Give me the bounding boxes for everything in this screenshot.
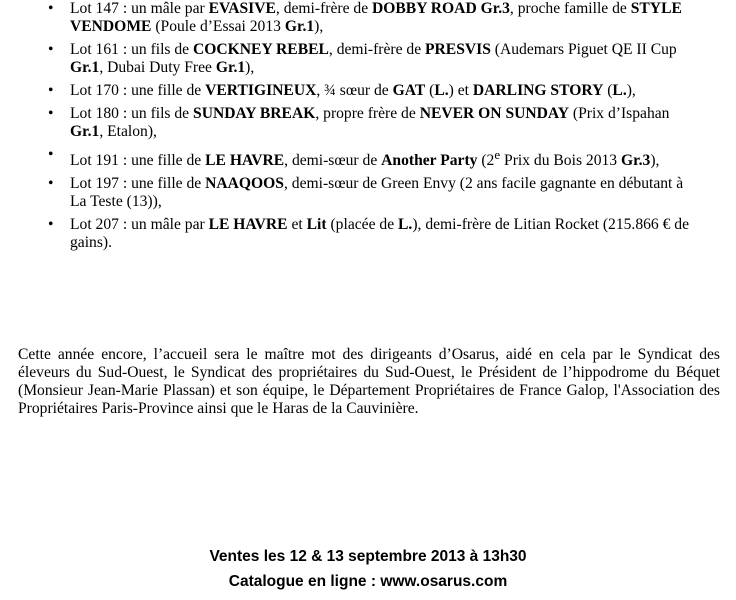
text: (Poule d’Essai 2013: [151, 18, 285, 35]
text: Lot 170 : une fille de: [70, 82, 206, 99]
lot-item-180: [48, 105, 698, 141]
text: (2: [477, 152, 495, 170]
sire-name: EVASIVE: [208, 0, 276, 17]
text: Lot 161 : un fils de: [70, 41, 194, 58]
text: Lot 191 : une fille de: [70, 152, 206, 170]
relative-name: STYLE VENDOME: [70, 0, 682, 35]
bullet: •: [48, 216, 54, 234]
text: Lot 147 : un mâle par: [70, 0, 209, 17]
text: ), demi-frère de Litian Rocket (215.866 € de gains).: [70, 216, 690, 252]
sire-name: NAAQOOS: [205, 175, 284, 193]
text: (Prix d’Ispahan: [569, 105, 670, 122]
text: (placée de: [326, 216, 399, 234]
bullet: •: [48, 146, 54, 163]
catalogue-link[interactable]: Catalogue en ligne : www.osarus.com: [228, 573, 508, 590]
text: ),: [626, 82, 636, 99]
grade: Gr.1: [215, 59, 246, 76]
ordinal-suffix: e: [494, 147, 501, 162]
grade: L.: [434, 82, 449, 99]
lot-item-207: [48, 216, 698, 252]
sire-name: VERTIGINEUX: [205, 82, 317, 99]
text: , Dubai Duty Free: [99, 59, 216, 76]
relative-name: DARLING STORY: [472, 82, 604, 99]
grade: Gr.1: [284, 18, 315, 35]
lot-item-197: [48, 175, 698, 211]
text: , demi-frère de: [275, 0, 373, 17]
text: Lot 197 : une fille de: [70, 175, 206, 193]
lot-item-170: [48, 82, 698, 100]
text: , Etalon),: [99, 123, 157, 140]
text: , demi-sœur de: [284, 152, 382, 170]
text: ),: [314, 18, 324, 35]
grade: L.: [398, 216, 413, 234]
sire-name: SUNDAY BREAK: [193, 105, 316, 122]
relative-name: DOBBY ROAD Gr.3: [372, 0, 510, 17]
text: Lot 207 : un mâle par: [70, 216, 209, 234]
bullet: •: [48, 0, 54, 17]
lot-item-191: [48, 146, 698, 170]
bullet: •: [48, 82, 54, 99]
dam-name: Lit: [306, 216, 327, 234]
text: ),: [245, 59, 255, 76]
sire-name: COCKNEY REBEL: [193, 41, 329, 58]
lot-list: [48, 0, 698, 257]
bullet: •: [48, 41, 54, 58]
text: et: [287, 216, 307, 234]
lot-item-161: [48, 41, 698, 77]
bullet: •: [48, 105, 54, 122]
bullet: •: [48, 175, 54, 193]
relative-name: PRESVIS: [425, 41, 491, 58]
text: Prix du Bois 2013: [500, 152, 621, 170]
text: Lot 180 : un fils de: [70, 105, 194, 122]
text: (Audemars Piguet QE II Cup: [490, 41, 677, 58]
relative-name: Another Party: [381, 152, 478, 170]
grade: L.: [612, 82, 627, 99]
body-paragraph: Cette année encore, l’accueil sera le maître mot des dirigeants d’Osarus, aidé en cela par le Syndicat des éleveurs du Sud-Ouest, le Syndicat des propriétaires du Sud-Ouest, le Président de l’hippodrome du Béquet (Monsieur Jean-Marie Plassan) et son équipe, le Département Propriétaires de France Galop, l'Association des Propriétaires Paris-Province ainsi que le Haras de la Cauvinière.: [18, 346, 720, 417]
text: ) et: [448, 82, 473, 99]
text: , demi-sœur de Green Envy (2 ans facile gagnante en débutant à La Teste (13)),: [70, 175, 684, 211]
sire-name: LE HAVRE: [208, 216, 288, 234]
text: (: [425, 82, 435, 99]
text: , demi-frère de: [328, 41, 426, 58]
text: , propre frère de: [315, 105, 420, 122]
grade: Gr.1: [70, 123, 100, 140]
sale-dates: Ventes les 12 & 13 septembre 2013 à 13h30: [209, 548, 527, 565]
grade: Gr.3: [621, 152, 651, 170]
text: (: [603, 82, 613, 99]
relative-name: GAT: [392, 82, 426, 99]
sire-name: LE HAVRE: [205, 152, 285, 170]
text: , ¾ sœur de: [316, 82, 393, 99]
text: ),: [650, 152, 660, 170]
text: , proche famille de: [509, 0, 631, 17]
grade: Gr.1: [70, 59, 100, 76]
lot-item-147: [48, 0, 698, 36]
relative-name: NEVER ON SUNDAY: [419, 105, 570, 122]
